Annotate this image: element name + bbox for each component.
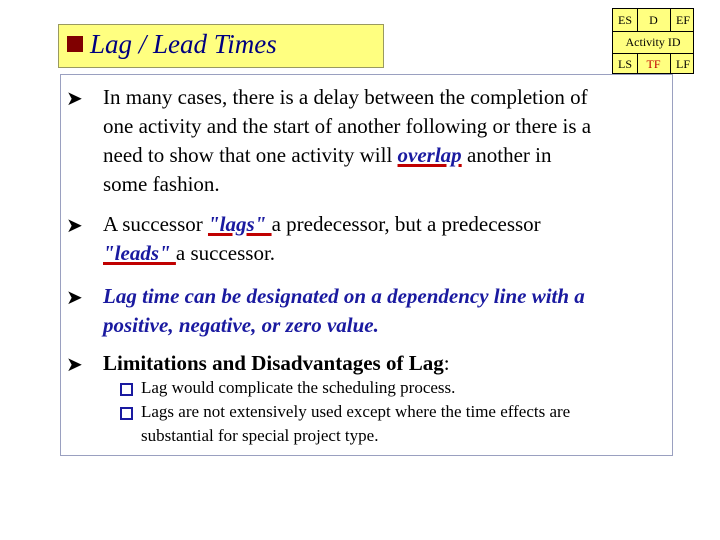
arrow-bullet-icon: ➤ bbox=[66, 86, 83, 110]
node-d: D bbox=[649, 13, 658, 27]
node-ef: EF bbox=[670, 9, 695, 31]
keyword-lags: "lags" bbox=[207, 212, 272, 236]
checkbox-bullet-icon bbox=[120, 383, 133, 396]
node-es: ES bbox=[613, 9, 638, 31]
title-box bbox=[58, 24, 384, 68]
bullet1-line3: need to show that one activity will overlap another in bbox=[103, 143, 552, 167]
node-lf: LF bbox=[670, 53, 695, 75]
keyword-leads: "leads" bbox=[103, 241, 176, 265]
activity-node-legend bbox=[612, 8, 694, 74]
bullet3-line2: positive, negative, or zero value. bbox=[103, 313, 379, 337]
bullet3-line1: Lag time can be designated on a dependency line with a bbox=[103, 284, 585, 308]
bullet1-line2: one activity and the start of another following or there is a bbox=[103, 114, 592, 138]
bullet4-heading: Limitations and Disadvantages of Lag: bbox=[103, 351, 450, 375]
arrow-bullet-icon: ➤ bbox=[66, 285, 83, 309]
slide-title: Lag / Lead Times bbox=[90, 29, 277, 59]
sub-bullet2-line2: substantial for special project type. bbox=[141, 426, 379, 445]
node-tf: TF bbox=[646, 57, 661, 71]
square-bullet-icon bbox=[67, 36, 83, 52]
keyword-overlap: overlap bbox=[397, 143, 462, 167]
bullet1-line4: some fashion. bbox=[103, 172, 220, 196]
arrow-bullet-icon: ➤ bbox=[66, 213, 83, 237]
bullet2-line1: A successor "lags" a predecessor, but a predecessor bbox=[103, 212, 541, 236]
bullet2-line2: "leads" a successor. bbox=[103, 241, 276, 265]
sub-bullet2-line1: Lags are not extensively used except where the time effects are bbox=[141, 402, 571, 421]
node-activity-id: Activity ID bbox=[625, 35, 681, 49]
arrow-bullet-icon: ➤ bbox=[66, 352, 83, 376]
sub-bullet1: Lag would complicate the scheduling process. bbox=[141, 378, 456, 397]
node-ls: LS bbox=[613, 53, 638, 75]
bullet1-line1: In many cases, there is a delay between the completion of bbox=[103, 85, 588, 109]
checkbox-bullet-icon bbox=[120, 407, 133, 420]
